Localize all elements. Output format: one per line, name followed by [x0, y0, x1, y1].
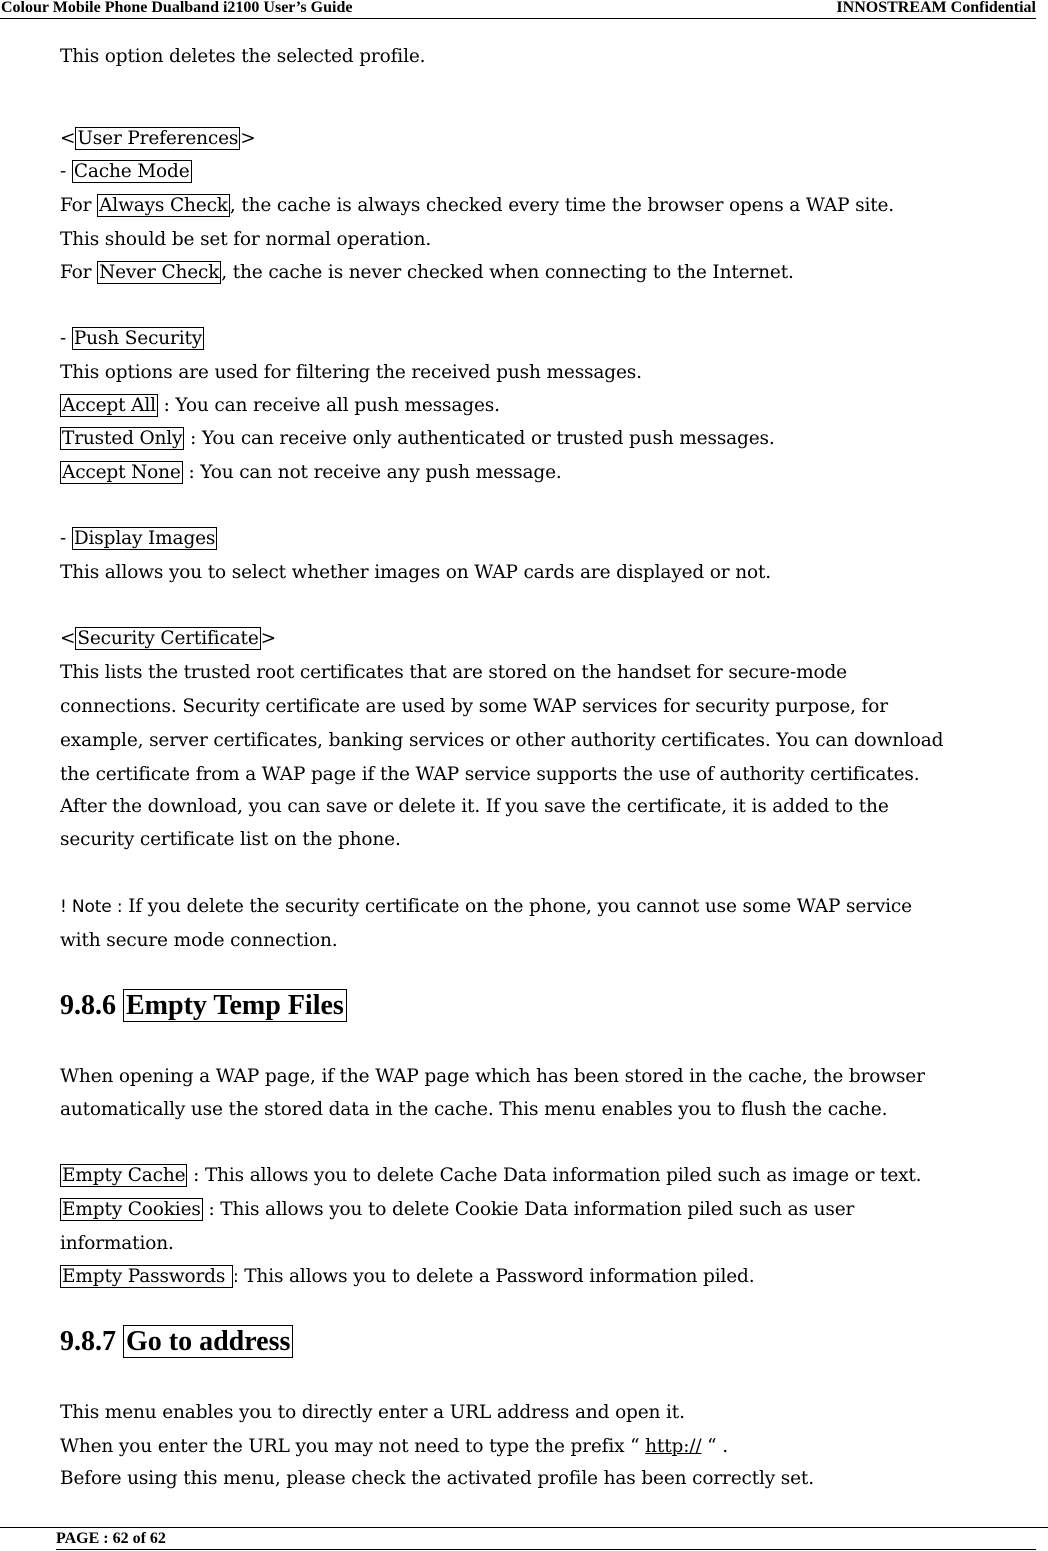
bracket-close: >: [240, 128, 256, 149]
dash: -: [60, 328, 72, 349]
page-header: [0, 0, 1036, 19]
accept-none-line: [60, 461, 562, 485]
always-check-line: [60, 194, 894, 218]
never-check-term: Never Check: [99, 262, 220, 283]
colon: :: [232, 1267, 239, 1287]
section-title: Go to address: [123, 1325, 293, 1358]
section-title: Empty Temp Files: [123, 989, 347, 1022]
empty-temp-line: automatically use the stored data in the cache. This menu enables you to flush the cache.: [60, 1099, 888, 1120]
security-cert-line: the certificate from a WAP page if the WAP service supports the use of authority certificates.: [60, 764, 920, 785]
prefix-end: “ .: [701, 1436, 728, 1457]
always-check-term: Always Check: [99, 195, 228, 216]
display-images-desc: This allows you to select whether images on WAP cards are displayed or not.: [60, 562, 771, 583]
footer-rule-top: [0, 1527, 1048, 1528]
security-certificate-title: Security Certificate: [77, 628, 259, 649]
intro-text: This option deletes the selected profile.: [60, 46, 426, 67]
trusted-only-desc: : You can receive only authenticated or trusted push messages.: [184, 428, 775, 449]
never-check-line: [60, 261, 794, 285]
accept-all-term: Accept All: [62, 395, 156, 416]
note-text: If you delete the security certificate on the phone, you cannot use some WAP service: [122, 896, 912, 917]
normal-operation-line: This should be set for normal operation.: [60, 229, 432, 250]
page-number: PAGE : 62 of 62: [56, 1530, 166, 1547]
push-security-intro: This options are used for filtering the received push messages.: [60, 362, 642, 383]
header-title: Colour Mobile Phone Dualband i2100 User’s Guide: [1, 0, 353, 16]
header-confidential: INNOSTREAM Confidential: [836, 0, 1036, 16]
push-security-title: Push Security: [73, 328, 203, 349]
empty-passwords-term: Empty Passwords: [62, 1266, 231, 1287]
security-cert-line: After the download, you can save or delete it. If you save the certificate, it is added to the: [60, 796, 889, 817]
security-cert-line: connections. Security certificate are used by some WAP services for security purpose, for: [60, 696, 888, 717]
never-check-desc: , the cache is never checked when connecting to the Internet.: [221, 262, 794, 283]
section-number: 9.8.6: [60, 990, 123, 1021]
for-label: For: [60, 262, 98, 283]
prefix-line: [60, 1435, 728, 1459]
dash: -: [60, 161, 72, 182]
section-heading-986: [60, 989, 347, 1023]
bracket-open: <: [60, 128, 76, 149]
user-preferences-heading: [60, 127, 256, 151]
section-number: 9.8.7: [60, 1326, 123, 1357]
empty-cache-line: [60, 1164, 921, 1188]
user-preferences-title: User Preferences: [77, 128, 239, 149]
note-line: [60, 895, 912, 919]
profile-check-line: Before using this menu, please check the activated profile has been correctly set.: [60, 1468, 814, 1489]
empty-cookies-desc: : This allows you to delete Cookie Data information piled such as user: [202, 1199, 855, 1220]
accept-all-line: [60, 394, 500, 418]
empty-passwords-line: [60, 1265, 754, 1289]
empty-cookies-line: [60, 1198, 854, 1222]
trusted-only-line: [60, 427, 775, 451]
empty-cache-desc: : This allows you to delete Cache Data information piled such as image or text.: [187, 1165, 922, 1186]
security-certificate-heading: [60, 627, 276, 651]
security-cert-line: security certificate list on the phone.: [60, 829, 401, 850]
go-to-address-line: This menu enables you to directly enter a URL address and open it.: [60, 1402, 685, 1423]
security-cert-line: example, server certificates, banking services or other authority certificates. You can download: [60, 730, 944, 751]
footer-rule-bottom: [56, 1549, 1036, 1550]
display-images-heading: [60, 527, 217, 551]
section-heading-987: [60, 1325, 293, 1359]
cache-mode-heading: [60, 160, 192, 184]
empty-temp-line: When opening a WAP page, if the WAP page which has been stored in the cache, the browser: [60, 1066, 925, 1087]
cache-mode-title: Cache Mode: [73, 161, 190, 182]
security-cert-line: This lists the trusted root certificates that are stored on the handset for secure-mode: [60, 662, 847, 683]
display-images-title: Display Images: [73, 528, 216, 549]
empty-cache-term: Empty Cache: [62, 1165, 186, 1186]
accept-none-term: Accept None: [62, 462, 181, 483]
bracket-close: >: [260, 628, 276, 649]
http-prefix: http://: [645, 1436, 702, 1457]
push-security-heading: [60, 327, 204, 351]
trusted-only-term: Trusted Only: [62, 428, 183, 449]
always-check-desc: , the cache is always checked every time the browser opens a WAP site.: [229, 195, 895, 216]
accept-none-desc: : You can not receive any push message.: [182, 462, 562, 483]
dash: -: [60, 528, 72, 549]
empty-cookies-cont: information.: [60, 1233, 174, 1254]
accept-all-desc: : You can receive all push messages.: [157, 395, 500, 416]
prefix-text: When you enter the URL you may not need to type the prefix “: [60, 1436, 646, 1457]
note-line-cont: with secure mode connection.: [60, 930, 338, 951]
for-label: For: [60, 195, 98, 216]
bracket-open: <: [60, 628, 76, 649]
empty-cookies-term: Empty Cookies: [62, 1199, 201, 1220]
note-label: ! Note :: [60, 897, 123, 917]
empty-passwords-desc: This allows you to delete a Password information piled.: [238, 1266, 755, 1287]
